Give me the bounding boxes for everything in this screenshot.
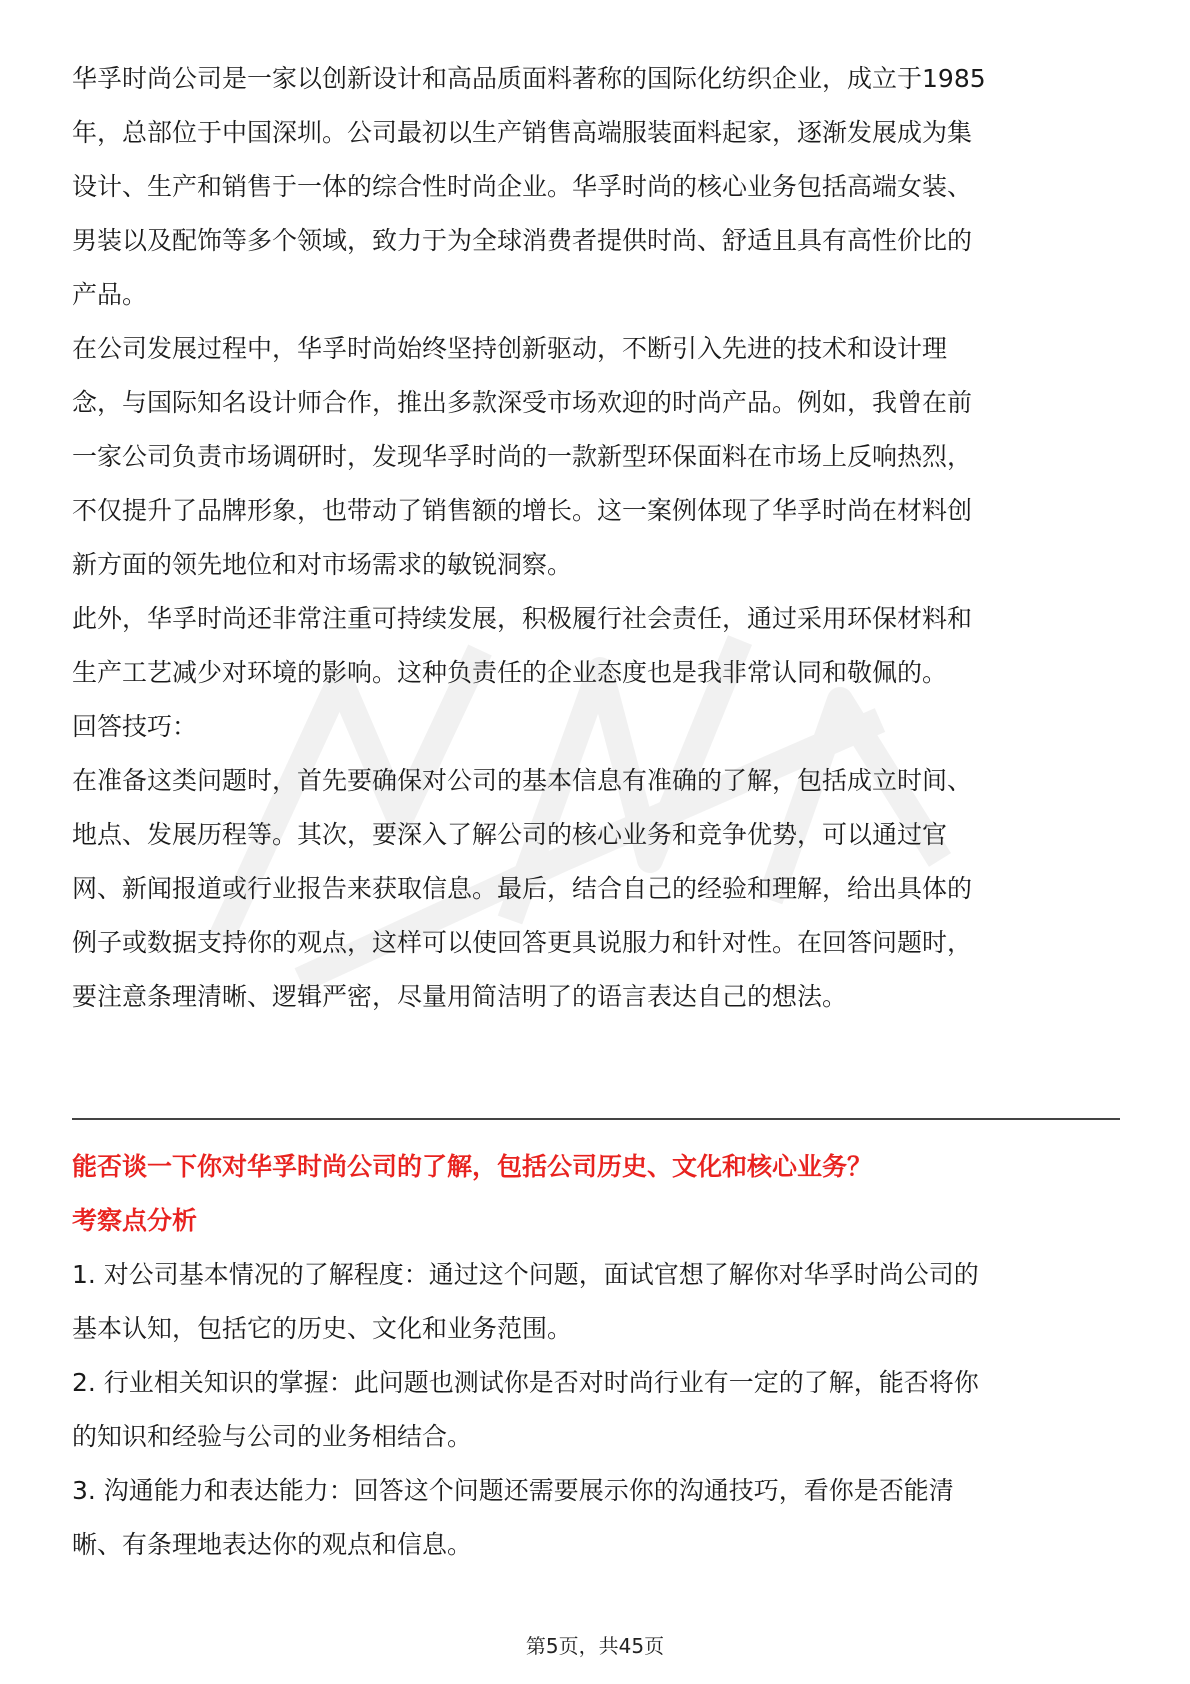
question-section bbox=[72, 1140, 1120, 1572]
text-line: 网、新闻报道或行业报告来获取信息。最后，结合自己的经验和理解，给出具体的 bbox=[72, 874, 973, 903]
text-line: 产品。 bbox=[72, 280, 148, 309]
text-line: 的知识和经验与公司的业务相结合。 bbox=[72, 1422, 473, 1451]
text-line: 男装以及配饰等多个领域，致力于为全球消费者提供时尚、舒适且具有高性价比的 bbox=[72, 226, 973, 255]
text-line: 设计、生产和销售于一体的综合性时尚企业。华孚时尚的核心业务包括高端女装、 bbox=[72, 172, 973, 201]
paragraph-company-intro bbox=[72, 52, 1120, 322]
list-item bbox=[72, 1464, 1120, 1572]
text-line: 地点、发展历程等。其次，要深入了解公司的核心业务和竞争优势，可以通过官 bbox=[72, 820, 948, 849]
text-line: 基本认知，包括它的历史、文化和业务范围。 bbox=[72, 1314, 573, 1343]
text-line: 年，总部位于中国深圳。公司最初以生产销售高端服装面料起家，逐渐发展成为集 bbox=[72, 118, 973, 147]
text-line: 不仅提升了品牌形象，也带动了销售额的增长。这一案例体现了华孚时尚在材料创 bbox=[72, 496, 973, 525]
list-item bbox=[72, 1248, 1120, 1356]
question-heading: 能否谈一下你对华孚时尚公司的了解，包括公司历史、文化和核心业务？ bbox=[72, 1152, 873, 1181]
paragraph-innovation bbox=[72, 322, 1120, 592]
text-line: 生产工艺减少对环境的影响。这种负责任的企业态度也是我非常认同和敬佩的。 bbox=[72, 658, 948, 687]
analysis-heading: 考察点分析 bbox=[72, 1206, 198, 1235]
paragraph-sustainability bbox=[72, 592, 1120, 700]
text-line: 例子或数据支持你的观点，这样可以使回答更具说服力和针对性。在回答问题时， bbox=[72, 928, 973, 957]
text-line: 1. 对公司基本情况的了解程度：通过这个问题，面试官想了解你对华孚时尚公司的 bbox=[72, 1260, 979, 1289]
text-line: 新方面的领先地位和对市场需求的敏锐洞察。 bbox=[72, 550, 573, 579]
main-content bbox=[72, 52, 1120, 1024]
text-line: 此外，华孚时尚还非常注重可持续发展，积极履行社会责任，通过采用环保材料和 bbox=[72, 604, 973, 633]
text-line: 回答技巧： bbox=[72, 712, 198, 741]
text-line: 3. 沟通能力和表达能力：回答这个问题还需要展示你的沟通技巧，看你是否能清 bbox=[72, 1476, 954, 1505]
list-item bbox=[72, 1356, 1120, 1464]
text-line: 在公司发展过程中，华孚时尚始终坚持创新驱动，不断引入先进的技术和设计理 bbox=[72, 334, 948, 363]
page-number: 第5页，共45页 bbox=[525, 1634, 665, 1658]
paragraph-tips bbox=[72, 754, 1120, 1024]
section-divider bbox=[72, 1118, 1120, 1120]
text-line: 一家公司负责市场调研时，发现华孚时尚的一款新型环保面料在市场上反响热烈， bbox=[72, 442, 973, 471]
text-line: 在准备这类问题时，首先要确保对公司的基本信息有准确的了解，包括成立时间、 bbox=[72, 766, 973, 795]
text-line: 2. 行业相关知识的掌握：此问题也测试你是否对时尚行业有一定的了解，能否将你 bbox=[72, 1368, 979, 1397]
text-line: 华孚时尚公司是一家以创新设计和高品质面料著称的国际化纺织企业，成立于1985 bbox=[72, 64, 986, 93]
text-line: 念，与国际知名设计师合作，推出多款深受市场欢迎的时尚产品。例如，我曾在前 bbox=[72, 388, 973, 417]
tips-label bbox=[72, 700, 1120, 754]
text-line: 要注意条理清晰、逻辑严密，尽量用简洁明了的语言表达自己的想法。 bbox=[72, 982, 848, 1011]
text-line: 晰、有条理地表达你的观点和信息。 bbox=[72, 1530, 473, 1559]
